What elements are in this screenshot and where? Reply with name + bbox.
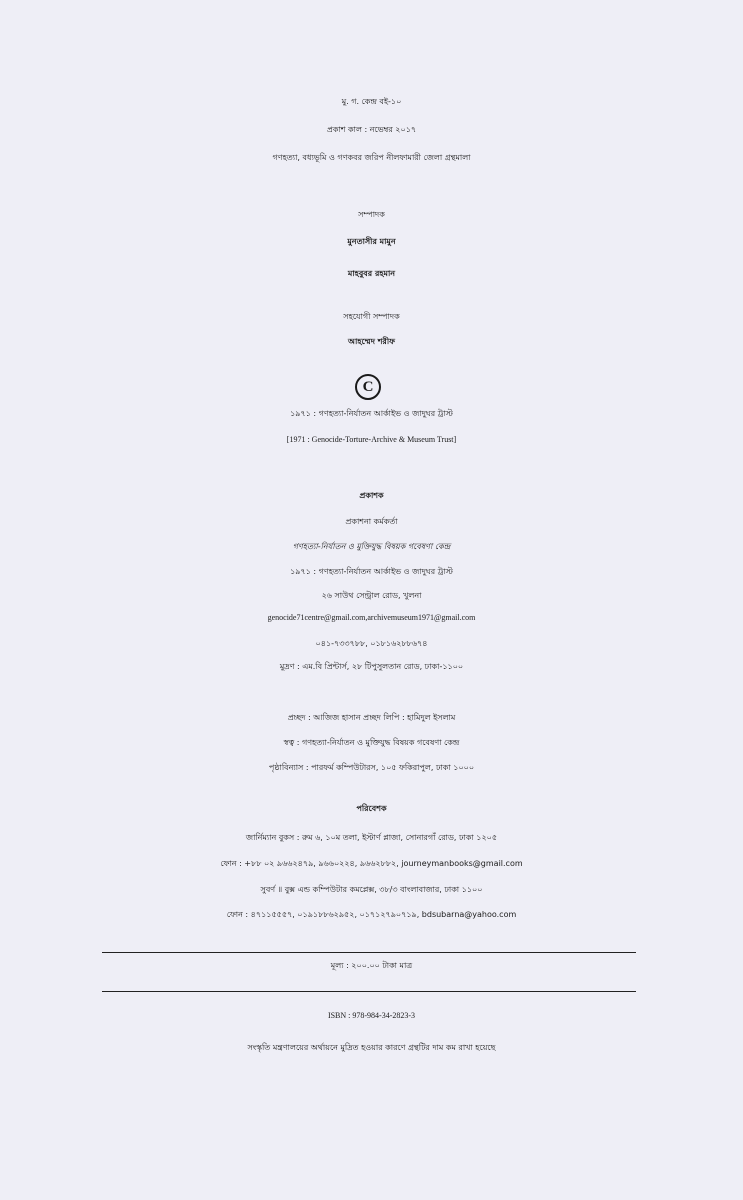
isbn: ISBN : 978-984-34-2823-3	[327, 1011, 416, 1020]
distributor-label: পরিবেশক	[356, 804, 387, 813]
distributor-line-4: ফোন : ৪৭১১৫৫৫৭, ০১৯১৮৮৬২৯৫২, ০১৭১২৭৯০৭১৯, bdsubarna@yahoo.com	[226, 910, 517, 919]
distributor-line-1: জার্নিম্যান বুকস : রুম ৬, ১০ম তলা, ইস্টার্ণ প্লাজা, সোনারগাঁ রোড, ঢাকা ১২০৫	[245, 833, 498, 842]
printer-info: মুদ্রণ : এম.বি প্রিন্টার্স, ২৮ টিপুসুলতান রোড, ঢাকা-১১০০	[279, 662, 464, 671]
publisher-phones: ০৪১-৭৩৩৭৮৮, ০১৮১৬২৮৮৬৭৪	[315, 639, 428, 648]
publisher-center: গণহত্যা-নির্যাতন ও মুক্তিযুদ্ধ বিষয়ক গবেষণা কেন্দ্র	[292, 542, 451, 551]
copyright-holder-bn: ১৯৭১ : গণহত্যা-নির্যাতন আর্কাইভ ও জাদুঘর ট্রাস্ট	[290, 409, 453, 418]
associate-editor-label: সহযোগী সম্পাদক	[343, 312, 400, 321]
price-rule-top	[102, 952, 636, 953]
publisher-emails: genocide71centre@gmail.com,archivemuseum1971@gmail.com	[267, 613, 476, 622]
editor-name-2: মাহবুবর রহমান	[347, 269, 396, 278]
editor-label: সম্পাদক	[358, 210, 385, 219]
editor-name-1: মুনতাসীর মামুন	[347, 237, 396, 246]
price: মূল্য : ২০০.০০ টাকা মাত্র	[330, 961, 413, 970]
price-rule-bottom	[102, 991, 636, 992]
publisher-trust: ১৯৭১ : গণহত্যা-নির্যাতন আর্কাইভ ও জাদুঘর ট্রাস্ট	[290, 567, 453, 576]
associate-editor-name: আহম্মেদ শরীফ	[348, 337, 395, 346]
funding-note: সংস্কৃতি মন্ত্রণালয়ের অর্থায়নে মুদ্রিত হওয়ার কারণে গ্রন্থটির দাম কম রাখা হয়েছে	[247, 1043, 496, 1052]
book-title: গণহত্যা, বধ্যভূমি ও গণকবর জরিপ নীলফামারী জেলা গ্রন্থমালা	[272, 153, 471, 162]
cover-credit: প্রচ্ছদ : আজিজ হাসান প্রচ্ছদ লিপি : হামিদুল ইসলাম	[287, 713, 456, 722]
rights-credit: স্বত্ব : গণহত্যা-নির্যাতন ও মুক্তিযুদ্ধ বিষয়ক গবেষণা কেন্দ্র	[283, 738, 460, 747]
series-number: মু. গ. কেন্দ্র বই-১০	[341, 97, 402, 106]
copyright-holder-en: [1971 : Genocide-Torture-Archive & Museum Trust]	[286, 435, 457, 444]
distributor-line-2: ফোন : +৮৮ ০২ ৯৬৬২৪৭৯, ৯৬৬০২২৪, ৯৬৬২৮৮২, journeymanbooks@gmail.com	[220, 859, 523, 868]
copyright-icon: C	[355, 374, 381, 400]
distributor-line-3: সুবর্ণ ॥ বুক্স এন্ড কম্পিউটার কমপ্লেক্স, ৩৮/৩ বাংলাবাজার, ঢাকা ১১০০	[260, 885, 483, 894]
layout-credit: পৃষ্ঠাবিন্যাস : পারফর্ম কম্পিউটারস, ১০৫ ফকিরাপুল, ঢাকা ১০০০	[268, 763, 475, 772]
publication-date: প্রকাশ কাল : নভেম্বর ২০১৭	[326, 125, 417, 134]
publisher-role: প্রকাশনা কর্মকর্তা	[345, 517, 398, 526]
publisher-address: ২৬ সাউথ সেন্ট্রাল রোড, খুলনা	[321, 591, 422, 600]
publisher-label: প্রকাশক	[359, 491, 384, 500]
